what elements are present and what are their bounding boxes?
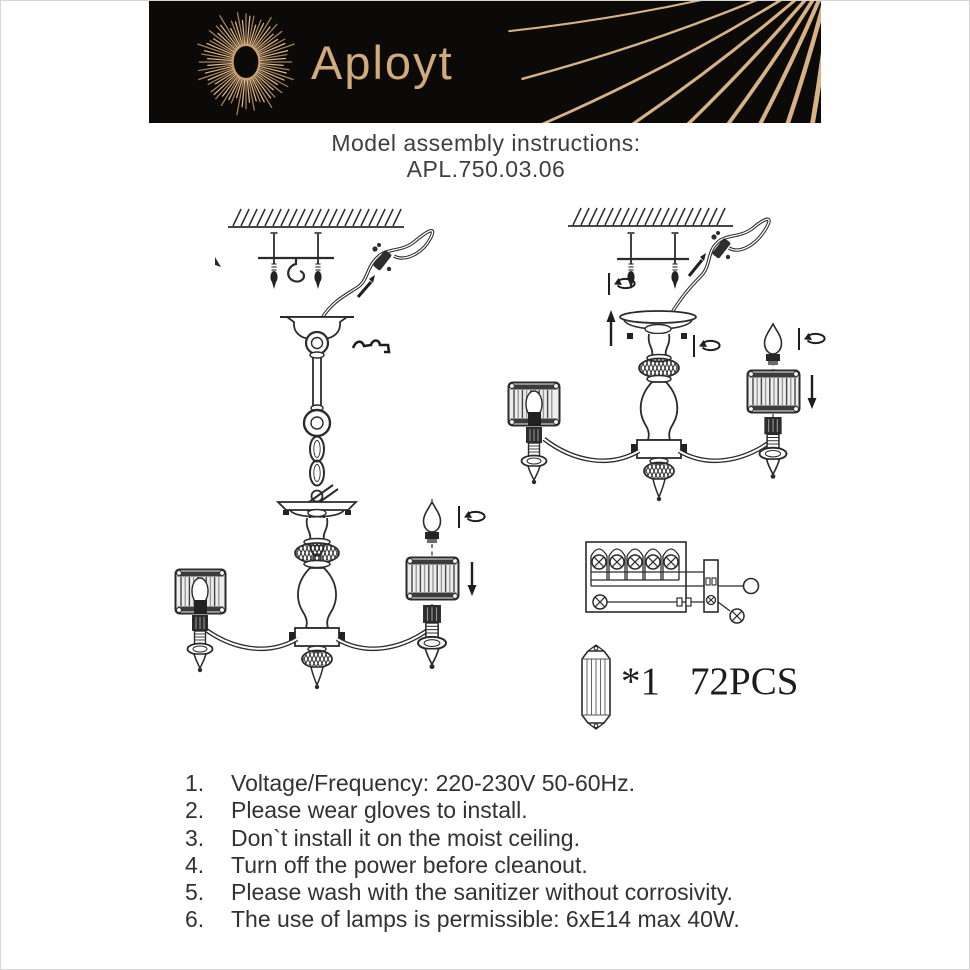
- rotate-arrow-icon: [799, 328, 825, 350]
- canopy: [280, 317, 354, 354]
- diagram-ceiling-mount: [491, 196, 851, 511]
- mounting-clamp-icon: [353, 341, 389, 353]
- ceiling-hatch: [568, 208, 733, 226]
- hanger-rod: [304, 352, 330, 436]
- right-arm-exploded: [407, 499, 485, 669]
- list-item: 4. Turn off the power before cleanout.: [185, 851, 588, 878]
- right-arm-exploded: [748, 324, 825, 479]
- ground-circle: [744, 579, 759, 594]
- list-item: 3. Don`t install it on the moist ceiling.: [185, 824, 580, 851]
- list-item: 6. The use of lamps is permissible: 6xE14 max 40W.: [185, 906, 740, 933]
- instruction-list: [185, 770, 895, 934]
- title-block: [1, 130, 970, 182]
- starburst-logo-icon: [189, 5, 303, 119]
- left-arm-assembled: [509, 383, 560, 485]
- down-arrow-icon: [808, 375, 817, 409]
- screw-anchor-icon: [314, 233, 321, 289]
- wiring-diagram: [576, 534, 826, 646]
- brand-name: Aployt: [311, 35, 454, 89]
- down-arrow-icon: [468, 562, 477, 596]
- ceiling-hook-icon: [288, 259, 304, 282]
- rotate-arrow-icon: [694, 335, 720, 357]
- screw-anchor-icon: [671, 233, 678, 289]
- ceiling-plate: [620, 311, 696, 334]
- small-arrow-icon: [215, 257, 221, 267]
- model-code: APL.750.03.06: [406, 156, 566, 182]
- up-arrow-icon: [607, 310, 616, 346]
- chandelier-body: [202, 502, 432, 689]
- crystal-mark: *1: [621, 660, 660, 703]
- chandelier-body: [544, 334, 774, 501]
- crystal-prism-icon: [577, 642, 615, 734]
- crystal-count-label: [621, 659, 798, 704]
- left-arm-assembled: [176, 570, 226, 673]
- brand-banner: [149, 1, 821, 123]
- corner-rays-decoration: [571, 1, 821, 123]
- terminal-block: [704, 560, 718, 612]
- rotate-arrow-icon: [459, 506, 485, 528]
- list-item: 2. Please wear gloves to install.: [185, 797, 528, 824]
- ceiling-hatch: [228, 209, 404, 227]
- list-item: 5. Please wash with the sanitizer without corrosivity.: [185, 879, 733, 906]
- crystal-quantity: 72PCS: [690, 660, 799, 703]
- screw-anchor-icon: [270, 233, 277, 289]
- list-item: 1. Voltage/Frequency: 220-230V 50-60Hz.: [185, 770, 636, 796]
- diagram-chain-mount: [166, 196, 506, 701]
- power-wire: [671, 219, 769, 314]
- page-title: Model assembly instructions:: [331, 130, 641, 156]
- power-wire: [322, 231, 433, 318]
